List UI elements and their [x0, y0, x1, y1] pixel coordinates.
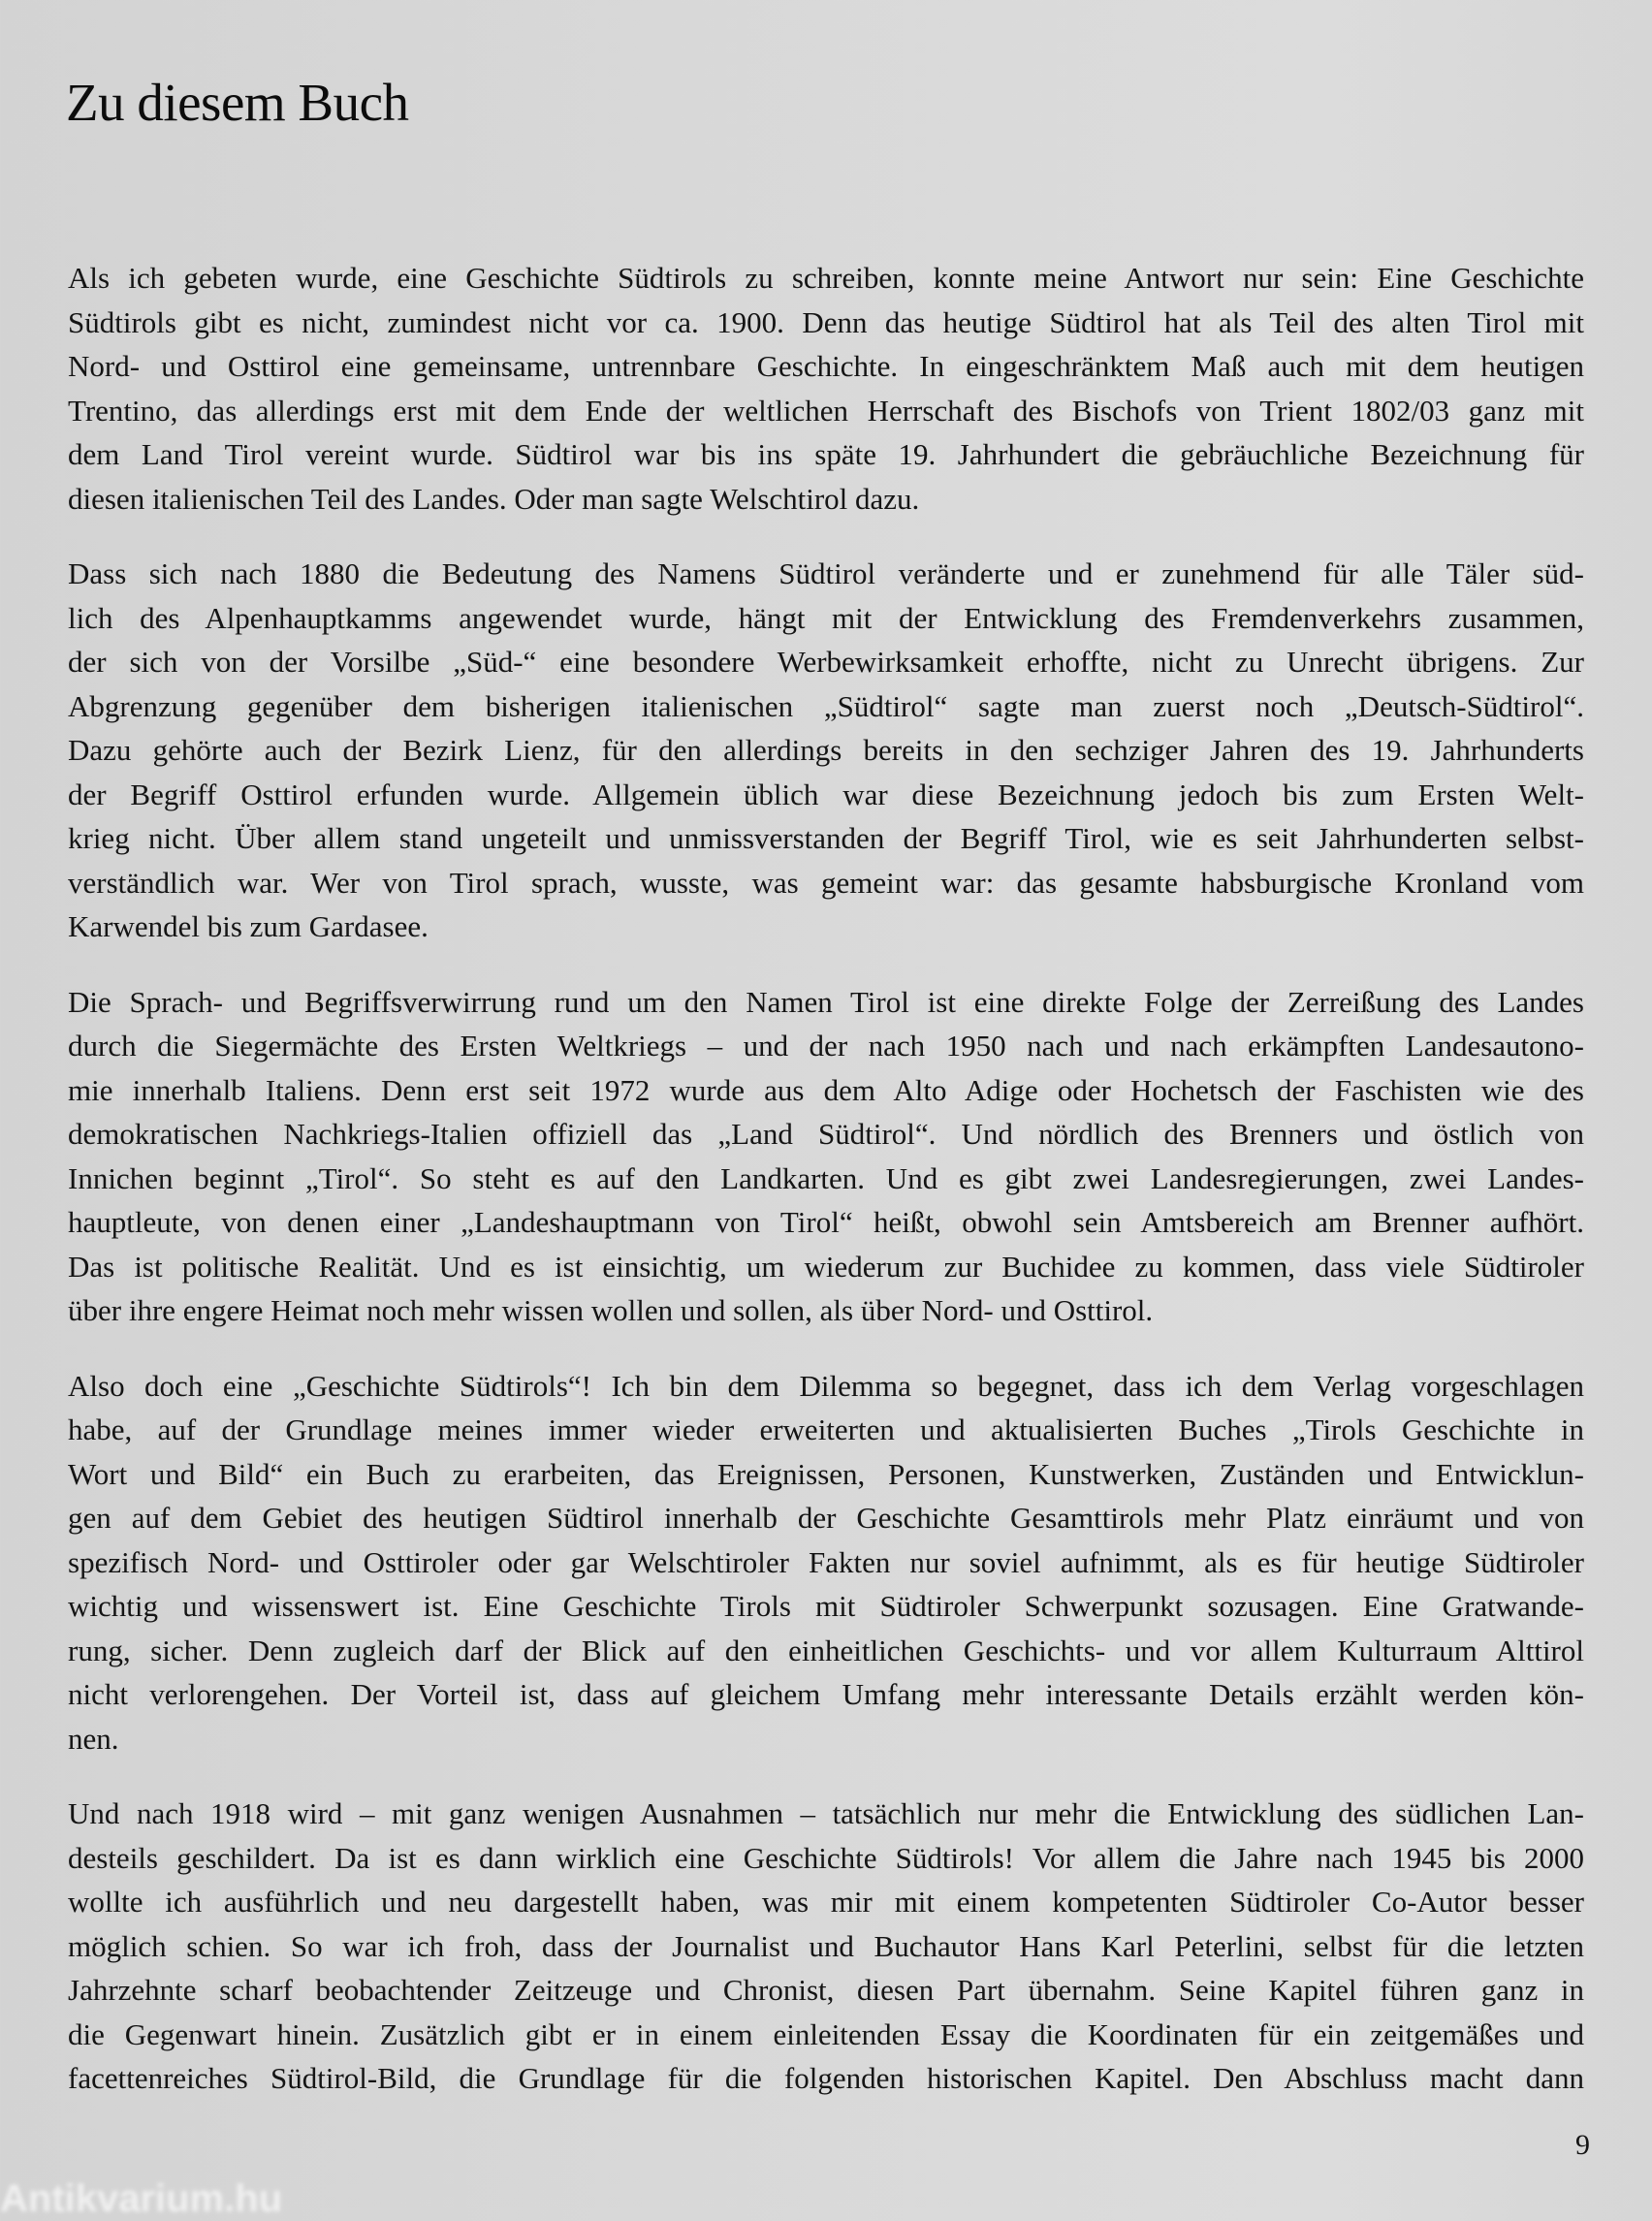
watermark: Antikvarium.hu	[0, 2177, 283, 2220]
text-line: Und nach 1918 wird – mit ganz wenigen Ausnahmen – tatsächlich nur mehr die Entwicklung des südlichen Lan-	[68, 1796, 1584, 1830]
text-line: der Begriff Osttirol erfunden wurde. Allgemein üblich war diese Bezeichnung jedoch bis zum Ersten Welt-	[68, 777, 1584, 811]
text-line: Also doch eine „Geschichte Südtirols“! Ich bin dem Dilemma so begegnet, dass ich dem Verlag vorgeschlagen	[68, 1368, 1584, 1403]
text-line: Nord- und Osttirol eine gemeinsame, untrennbare Geschichte. In eingeschränktem Maß auch mit dem heutigen	[68, 349, 1584, 383]
text-line: gen auf dem Gebiet des heutigen Südtirol innerhalb der Geschichte Gesamttirols mehr Platz einräumt und von	[68, 1501, 1584, 1535]
text-line: Südtirols gibt es nicht, zumindest nicht vor ca. 1900. Denn das heutige Südtirol hat als Teil des alten Tirol mit	[68, 304, 1584, 339]
text-line: hauptleute, von denen einer „Landeshauptmann von Tirol“ heißt, obwohl sein Amtsbereich am Brenner aufhört.	[68, 1205, 1584, 1239]
text-line: die Gegenwart hinein. Zusätzlich gibt er in einem einleitenden Essay die Koordinaten für ein zeitgemäßes und	[68, 2016, 1584, 2051]
paragraph	[68, 980, 1584, 1333]
text-line: rung, sicher. Denn zugleich darf der Blick auf den einheitlichen Geschichts- und vor allem Kulturraum Alttirol	[68, 1633, 1584, 1667]
text-line: wichtig und wissenswert ist. Eine Geschichte Tirols mit Südtiroler Schwerpunkt sozusagen. Eine Gratwande-	[68, 1589, 1584, 1623]
text-line: facettenreiches Südtirol-Bild, die Grundlage für die folgenden historischen Kapitel. Den Abschluss macht dann	[68, 2061, 1584, 2095]
text-line: Das ist politische Realität. Und es ist einsichtig, um wiederum zur Buchidee zu kommen, dass viele Südtiroler	[68, 1249, 1584, 1284]
text-line: spezifisch Nord- und Osttiroler oder gar Welschtiroler Fakten nur soviel aufnimmt, als es für heutige Südtiroler	[68, 1544, 1584, 1579]
paragraph	[68, 1364, 1584, 1761]
text-line: krieg nicht. Über allem stand ungeteilt und unmissverstanden der Begriff Tirol, wie es seit Jahrhunderten selbst-	[68, 821, 1584, 855]
paragraph	[68, 552, 1584, 949]
text-line: Die Sprach- und Begriffsverwirrung rund um den Namen Tirol ist eine direkte Folge der Zerreißung des Landes	[68, 984, 1584, 1019]
text-line: demokratischen Nachkriegs-Italien offiziell das „Land Südtirol“. Und nördlich des Brenners und östlich von	[68, 1117, 1584, 1151]
text-line: Abgrenzung gegenüber dem bisherigen italienischen „Südtirol“ sagte man zuerst noch „Deutsch-Südtirol“.	[68, 688, 1584, 723]
text-line: Trentino, das allerdings erst mit dem Ende der weltlichen Herrschaft des Bischofs von Trient 1802/03 ganz mit	[68, 393, 1584, 428]
text-line: der sich von der Vorsilbe „Süd-“ eine besondere Werbewirksamkeit erhoffte, nicht zu Unrecht übrigens. Zur	[68, 645, 1584, 679]
body-text	[68, 256, 1584, 2132]
text-line: durch die Siegermächte des Ersten Weltkriegs – und der nach 1950 nach und nach erkämpften Landesautono-	[68, 1029, 1584, 1063]
text-line: Jahrzehnte scharf beobachtender Zeitzeuge und Chronist, diesen Part übernahm. Seine Kapitel führen ganz in	[68, 1973, 1584, 2007]
text-line: lich des Alpenhauptkamms angewendet wurde, hängt mit der Entwicklung des Fremdenverkehrs zusammen,	[68, 600, 1584, 635]
text-line: Innichen beginnt „Tirol“. So steht es auf den Landkarten. Und es gibt zwei Landesregierungen, zwei Landes-	[68, 1160, 1584, 1195]
page-number: 9	[1575, 2129, 1590, 2161]
text-line: diesen italienischen Teil des Landes. Oder man sagte Welschtirol dazu.	[68, 481, 920, 516]
paragraph	[68, 256, 1584, 521]
text-line: Wort und Bild“ ein Buch zu erarbeiten, das Ereignissen, Personen, Kunstwerken, Zuständen und Entwicklun-	[68, 1456, 1584, 1491]
text-line: möglich schien. So war ich froh, dass der Journalist und Buchautor Hans Karl Peterlini, selbst für die letzten	[68, 1928, 1584, 1963]
text-line: wollte ich ausführlich und neu dargestellt haben, was mir mit einem kompetenten Südtiroler Co-Autor besser	[68, 1885, 1584, 1919]
text-line: desteils geschildert. Da ist es dann wirklich eine Geschichte Südtirols! Vor allem die Jahre nach 1945 bis 2000	[68, 1840, 1584, 1875]
text-line: nicht verlorengehen. Der Vorteil ist, dass auf gleichem Umfang mehr interessante Details erzählt werden kön-	[68, 1677, 1584, 1711]
text-line: dem Land Tirol vereint wurde. Südtirol war bis ins späte 19. Jahrhundert die gebräuchliche Bezeichnung für	[68, 437, 1584, 471]
text-line: Karwendel bis zum Gardasee.	[68, 909, 429, 943]
text-line: Dass sich nach 1880 die Bedeutung des Namens Südtirol veränderte und er zunehmend für alle Täler süd-	[68, 556, 1584, 590]
text-line: Dazu gehörte auch der Bezirk Lienz, für den allerdings bereits in den sechziger Jahren des 19. Jahrhunderts	[68, 733, 1584, 767]
text-line: habe, auf der Grundlage meines immer wieder erweiterten und aktualisierten Buches „Tirols Geschichte in	[68, 1412, 1584, 1446]
text-line: mie innerhalb Italiens. Denn erst seit 1972 wurde aus dem Alto Adige oder Hochetsch der Faschisten wie des	[68, 1072, 1584, 1107]
text-line: Als ich gebeten wurde, eine Geschichte Südtirols zu schreiben, konnte meine Antwort nur sein: Eine Geschichte	[68, 261, 1584, 295]
text-line: über ihre engere Heimat noch mehr wissen wollen und sollen, als über Nord- und Osttirol.	[68, 1293, 1154, 1327]
text-line: nen.	[68, 1721, 119, 1756]
paragraph	[68, 1792, 1584, 2101]
text-line: verständlich war. Wer von Tirol sprach, wusste, was gemeint war: das gesamte habsburgische Kronland vom	[68, 865, 1584, 900]
page-title: Zu diesem Buch	[66, 73, 409, 132]
